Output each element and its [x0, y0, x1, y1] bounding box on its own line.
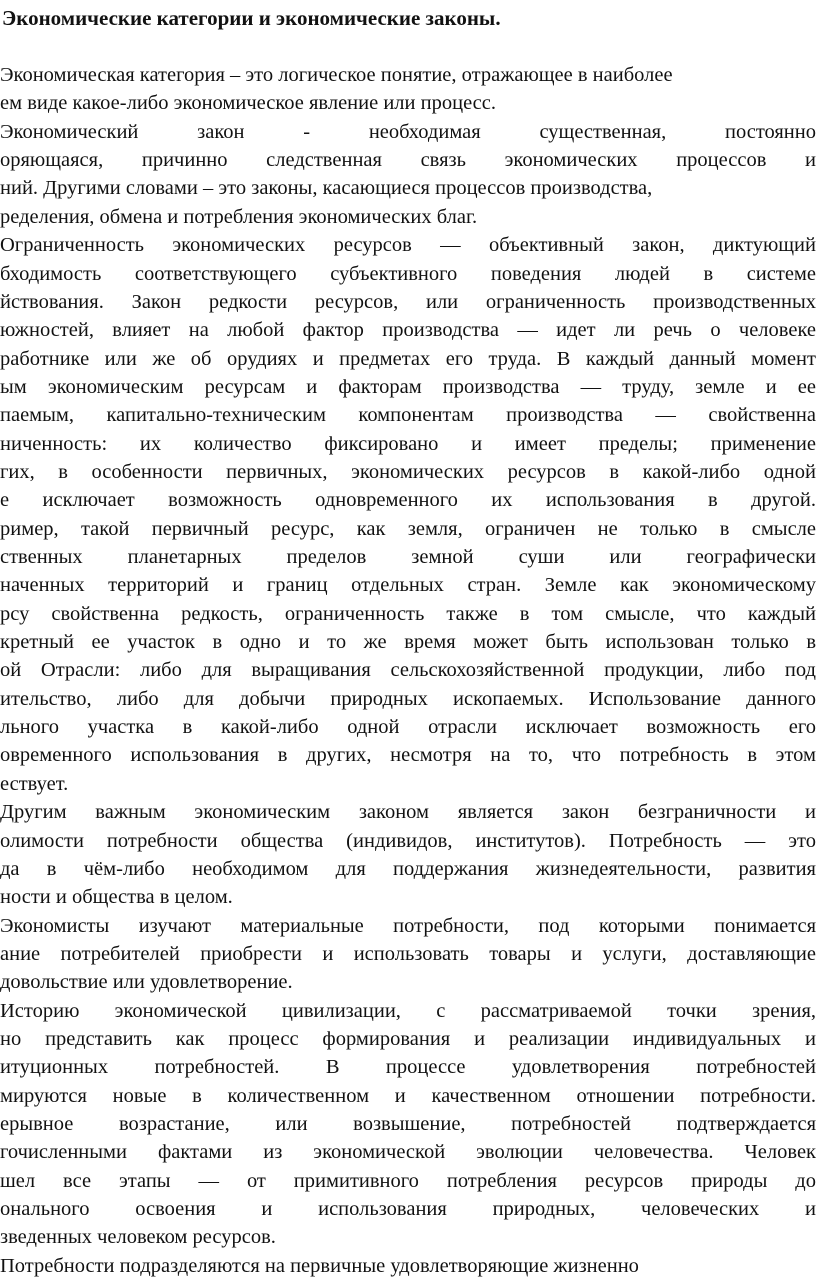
text-line: итуционных потребностей. В процессе удовлетворения потребностей	[0, 1056, 816, 1079]
text-line: ственных планетарных пределов земной суши или географически	[0, 546, 816, 568]
text-line: мируются новые в количественном и качественном отношении потребности.	[0, 1084, 816, 1107]
text-line: овременного использования в других, несмотря на то, что потребность в этом	[0, 744, 816, 767]
text-line: Экономисты изучают материальные потребности, под которыми понимается	[0, 914, 816, 937]
text-line: ности и общества в целом.	[0, 886, 233, 909]
text-line: йствования. Закон редкости ресурсов, или ограниченность производственных	[0, 290, 816, 313]
text-line: зведенных человеком ресурсов.	[0, 1226, 276, 1249]
text-line: кретный ее участок в одно и то же время может быть использован только в	[0, 631, 816, 653]
text-line: ым экономическим ресурсам и факторам производства — труду, земле и ее	[0, 375, 816, 398]
text-line: оряющаяся, причинно следственная связь экономических процессов и	[0, 149, 816, 172]
text-line: гих, в особенности первичных, экономических ресурсов в какой-либо одной	[0, 460, 816, 483]
text-line: е исключает возможность одновременного их использования в другой.	[0, 489, 816, 512]
text-line: паемым, капитально-техническим компонентам производства — свойственна	[0, 404, 816, 427]
text-line: ание потребителей приобрести и использовать товары и услуги, доставляющие	[0, 942, 816, 965]
text-line: Другим важным экономическим законом является закон безграничности и	[0, 801, 816, 824]
text-line: наченных территорий и границ отдельных стран. Земле как экономическому	[0, 574, 816, 597]
text-line: довольствие или удовлетворение.	[0, 971, 293, 994]
text-line: рсу свойственна редкость, ограниченность также в том смысле, что каждый	[0, 602, 816, 625]
text-line: Потребности подразделяются на первичные удовлетворяющие жизненно	[0, 1254, 639, 1277]
text-line: льного участка в какой-либо одной отрасли исключает возможность его	[0, 716, 816, 739]
text-line: ем виде какое-либо экономическое явление или процесс.	[0, 92, 497, 115]
text-line: гочисленными фактами из экономической эволюции человечества. Человек	[0, 1141, 816, 1164]
text-line: ерывное возрастание, или возвышение, потребностей подтверждается	[0, 1113, 816, 1135]
text-line: шел все этапы — от примитивного потребления ресурсов природы до	[0, 1169, 816, 1192]
text-line: ительство, либо для добычи природных ископаемых. Использование данного	[0, 687, 816, 710]
text-line: ример, такой первичный ресурс, как земля, ограничен не только в смысле	[0, 517, 816, 540]
text-line: ниченность: их количество фиксировано и имеет пределы; применение	[0, 432, 816, 455]
text-line: онального освоения и использования природных, человеческих и	[0, 1198, 816, 1220]
text-line: Историю экономической цивилизации, с рассматриваемой точки зрения,	[0, 999, 816, 1022]
text-line: олимости потребности общества (индивидов, институтов). Потребность — это	[0, 829, 816, 852]
text-line: Экономический закон - необходимая существенная, постоянно	[0, 120, 816, 143]
text-line: но представить как процесс формирования и реализации индивидуальных и	[0, 1027, 816, 1050]
text-line: ределения, обмена и потребления экономических благ.	[0, 205, 478, 228]
text-line: работнике или же об орудиях и предметах его труда. В каждый данный момент	[0, 347, 816, 370]
text-line: да в чём-либо необходимом для поддержания жизнедеятельности, развития	[0, 857, 816, 880]
text-line: бходимость соответствующего субъективного поведения людей в системе	[0, 262, 816, 285]
text-line: Экономическая категория – это логическое понятие, отражающее в наиболее	[0, 64, 673, 86]
text-line: ествует.	[0, 772, 69, 795]
text-line: Ограниченность экономических ресурсов — объективный закон, диктующий	[0, 234, 816, 257]
text-line: южностей, влияет на любой фактор производства — идет ли речь о человеке	[0, 319, 816, 342]
document-title: Экономические категории и экономические законы.	[2, 6, 501, 30]
text-line: ой Отрасли: либо для выращивания сельскохозяйственной продукции, либо под	[0, 659, 816, 682]
text-line: ний. Другими словами – это законы, касающиеся процессов производства,	[0, 177, 653, 200]
